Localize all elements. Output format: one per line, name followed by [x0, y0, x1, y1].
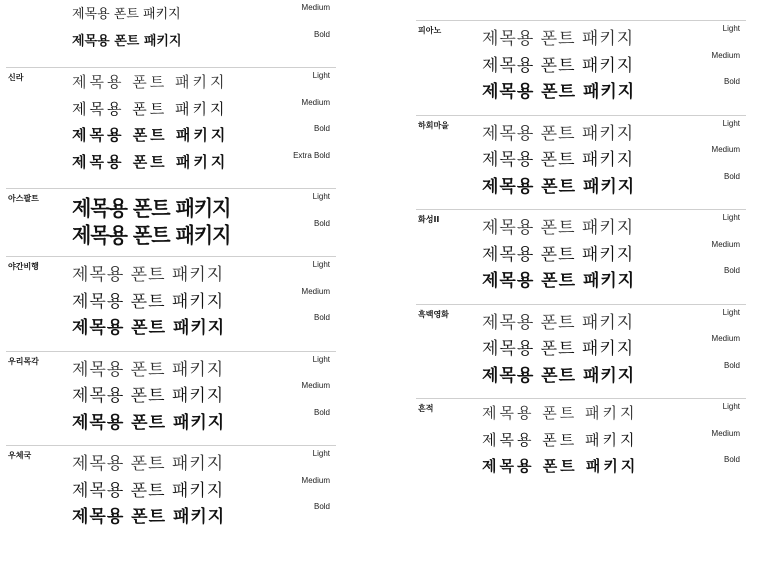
font-sample-text: 제목용 폰트 패키지 [482, 82, 636, 102]
font-sample-row [6, 378, 336, 405]
font-sample-text: 제목용 폰트 패키지 [482, 339, 635, 359]
font-family-block [6, 67, 336, 174]
font-weight-label: Light [312, 192, 330, 201]
font-sample-row [416, 21, 746, 48]
font-weight-label: Bold [313, 407, 330, 417]
font-sample-row [416, 426, 746, 453]
font-sample-row [6, 68, 336, 95]
font-sample-text: 제목용 폰트 패키지 [72, 265, 225, 285]
font-sample-row [6, 473, 336, 500]
font-weight-label: Bold [313, 218, 330, 228]
font-sample-row [6, 446, 336, 473]
font-sample-text: 제목용 폰트 패키지 [72, 195, 231, 221]
font-family-block [416, 398, 746, 479]
font-sample-text: 제목용 폰트 패키지 [482, 365, 636, 386]
font-family-name: 야간비행 [8, 262, 39, 271]
font-sample-row [6, 405, 336, 432]
font-sample-row [6, 284, 336, 311]
font-weight-label: Light [722, 118, 740, 128]
font-sample-text: 제목용 폰트 패키지 [482, 55, 635, 76]
font-weight-label: Bold [723, 266, 740, 275]
font-family-block [6, 445, 336, 526]
font-weight-label: Bold [313, 502, 330, 511]
font-sample-text: 제목용 폰트 패키지 [72, 126, 229, 144]
font-weight-label: Medium [301, 475, 330, 485]
font-sample-row [6, 216, 336, 248]
font-weight-label: Light [312, 260, 330, 269]
font-sample-row [416, 48, 746, 75]
font-sample-row [6, 27, 336, 54]
font-sample-row [6, 121, 336, 148]
font-sample-text: 제목용 폰트 패키지 [72, 33, 182, 49]
font-sample-text: 제목용 폰트 패키지 [72, 386, 225, 406]
right-font-column [416, 20, 746, 479]
font-sample-text: 제목용 폰트 패키지 [482, 29, 635, 49]
font-family-name: 신라 [8, 73, 24, 82]
font-sample-text: 제목용 폰트 패키지 [482, 430, 638, 449]
font-family-block [6, 256, 336, 337]
font-sample-row [416, 74, 746, 101]
font-weight-label: Medium [301, 97, 330, 107]
font-sample-text: 제목용 폰트 패키지 [482, 176, 636, 197]
font-sample-row [416, 305, 746, 332]
font-sample-row [6, 257, 336, 284]
font-family-block [6, 351, 336, 432]
font-weight-label: Medium [711, 428, 740, 438]
font-weight-label: Medium [301, 3, 330, 12]
font-sample-text: 제목용 폰트 패키지 [72, 73, 228, 91]
font-sample-row [416, 331, 746, 358]
font-sample-text: 제목용 폰트 패키지 [482, 271, 636, 291]
font-family-name: 아스팔트 [8, 194, 39, 203]
font-weight-label: Light [722, 307, 740, 317]
font-family-name: 피아노 [418, 26, 442, 35]
font-sample-text: 제목용 폰트 패키지 [72, 454, 225, 474]
font-weight-label: Light [722, 402, 740, 411]
font-sample-text: 제목용 폰트 패키지 [72, 318, 226, 338]
font-weight-label: Bold [313, 29, 330, 39]
font-family-name: 흑백영화 [418, 309, 449, 319]
font-weight-label: Light [312, 71, 330, 80]
font-sample-text: 제목용 폰트 패키지 [482, 150, 635, 170]
font-weight-label: Bold [313, 124, 330, 133]
font-weight-label: Light [722, 213, 740, 222]
font-sample-row [6, 499, 336, 526]
font-weight-label: Medium [711, 334, 740, 343]
font-sample-text: 제목용 폰트 패키지 [482, 244, 635, 265]
font-sample-text: 제목용 폰트 패키지 [72, 412, 226, 433]
font-weight-label: Bold [723, 171, 740, 181]
font-sample-row [416, 169, 746, 196]
font-weight-label: Extra Bold [293, 150, 330, 160]
font-family-block [6, 0, 336, 53]
font-weight-label: Medium [711, 50, 740, 60]
font-sample-text: 제목용 폰트 패키지 [72, 359, 225, 380]
font-family-block [416, 115, 746, 196]
font-weight-label: Light [312, 449, 330, 458]
font-sample-row [416, 142, 746, 169]
font-family-name: 하회마을 [418, 120, 449, 130]
font-weight-label: Bold [723, 455, 740, 464]
font-sample-text: 제목용 폰트 패키지 [72, 152, 229, 171]
font-weight-label: Light [312, 354, 330, 364]
font-family-name: 화성II [418, 215, 440, 224]
font-weight-label: Medium [301, 286, 330, 296]
font-sample-row [6, 310, 336, 337]
font-family-block [416, 209, 746, 290]
font-family-name: 우체국 [8, 451, 32, 460]
font-sample-row [416, 116, 746, 143]
font-sample-row [6, 95, 336, 122]
font-weight-label: Medium [301, 381, 330, 390]
font-sample-row [416, 210, 746, 237]
font-sample-row [416, 263, 746, 290]
font-sample-text: 제목용 폰트 패키지 [72, 221, 231, 248]
font-sample-row [6, 148, 336, 175]
font-weight-label: Medium [711, 239, 740, 249]
font-sample-text: 제목용 폰트 패키지 [482, 404, 638, 422]
font-sample-text: 제목용 폰트 패키지 [72, 7, 181, 22]
font-sample-text: 제목용 폰트 패키지 [72, 480, 225, 501]
font-sample-row [6, 0, 336, 27]
font-sample-text: 제목용 폰트 패키지 [72, 99, 228, 118]
font-weight-label: Bold [723, 77, 740, 86]
font-sample-text: 제목용 폰트 패키지 [482, 218, 635, 238]
font-weight-label: Medium [711, 145, 740, 154]
font-family-block [6, 188, 336, 248]
font-sample-row [416, 399, 746, 426]
font-weight-label: Bold [723, 360, 740, 370]
font-sample-row [6, 189, 336, 221]
font-sample-row [6, 352, 336, 379]
left-font-column [6, 0, 336, 526]
font-family-name: 흔적 [418, 404, 434, 413]
font-sample-text: 제목용 폰트 패키지 [482, 123, 635, 144]
font-weight-label: Bold [313, 313, 330, 322]
font-family-block [416, 20, 746, 101]
font-sample-row [416, 358, 746, 385]
font-sample-text: 제목용 폰트 패키지 [72, 291, 225, 312]
font-sample-row [416, 237, 746, 264]
font-sample-text: 제목용 폰트 패키지 [72, 507, 226, 527]
font-sample-row [416, 452, 746, 479]
font-sample-text: 제목용 폰트 패키지 [482, 312, 635, 333]
font-sample-text: 제목용 폰트 패키지 [482, 457, 639, 475]
font-family-name: 우리목각 [8, 356, 39, 366]
font-family-block [416, 304, 746, 385]
font-weight-label: Light [722, 24, 740, 33]
